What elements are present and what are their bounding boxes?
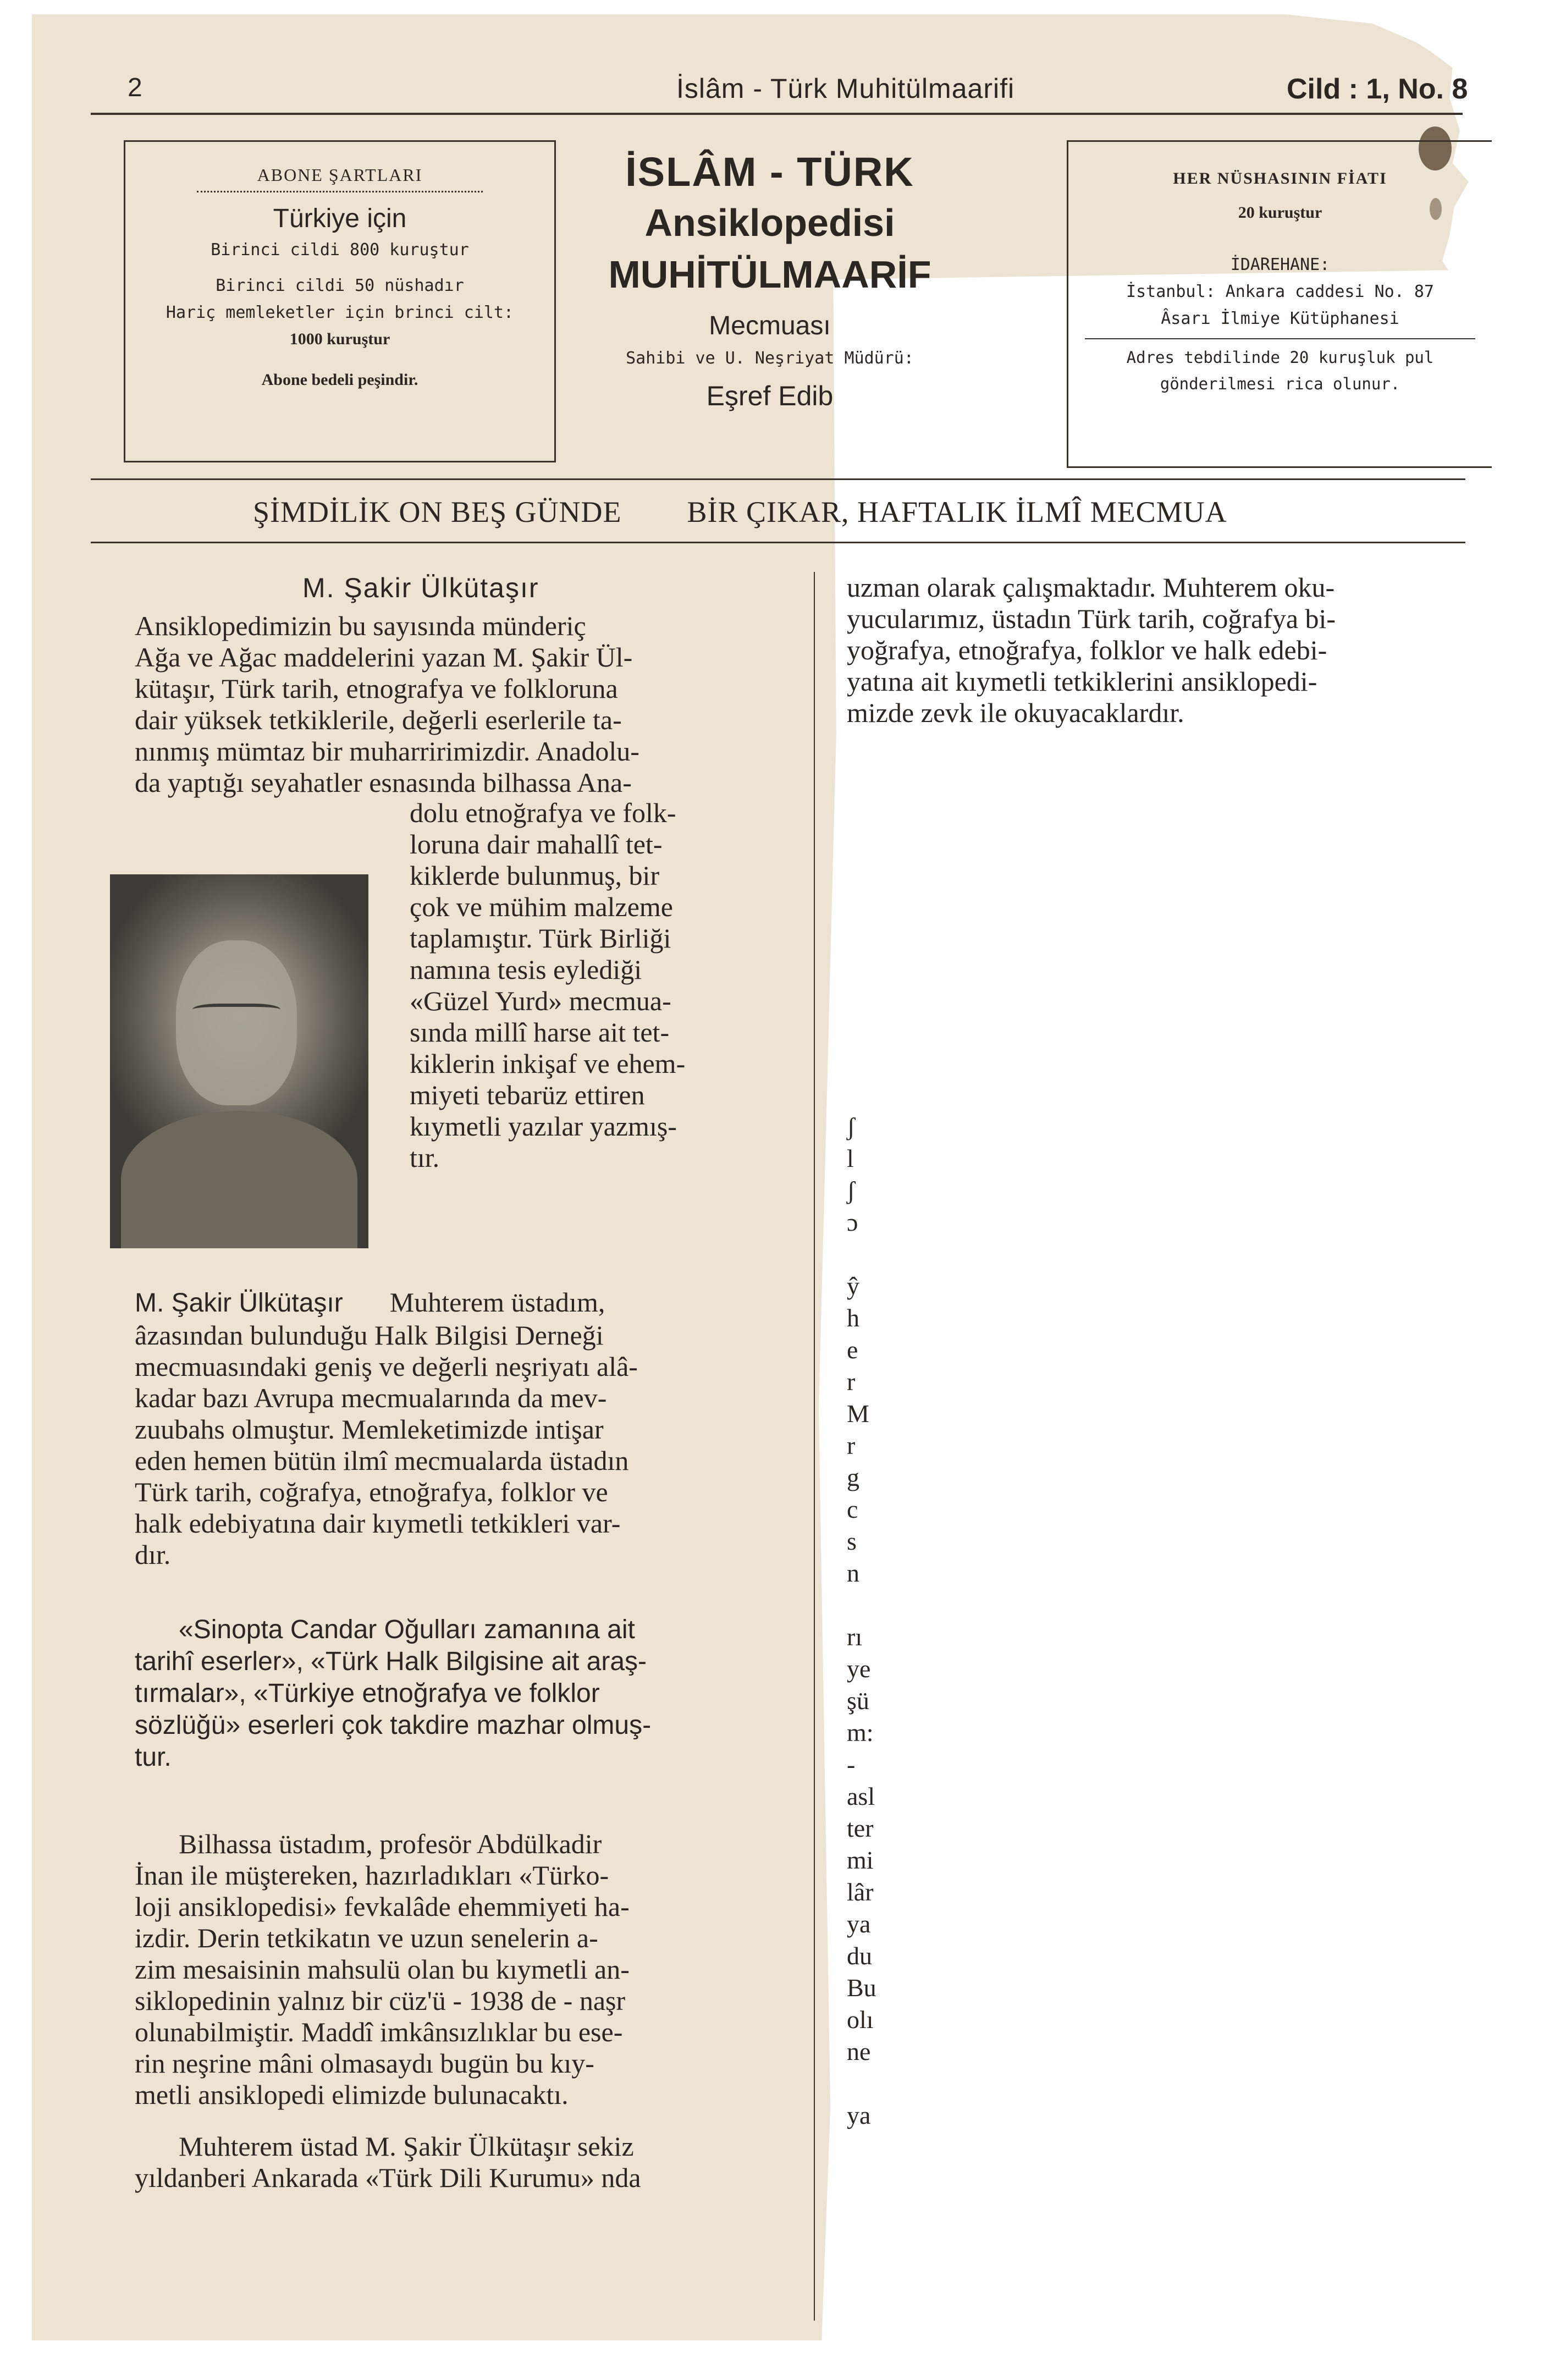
text-line: tırmalar», «Türkiye etnoğrafya ve folklor	[135, 1679, 600, 1708]
caption-row	[135, 1287, 784, 1319]
office-name: Âsarı İlmiye Kütüphanesi	[1161, 309, 1399, 328]
left-column-intro	[135, 610, 784, 798]
text-line: taplamıştır. Türk Birliği	[410, 923, 671, 954]
article-heading: M. Şakir Ülkütaşır	[302, 572, 539, 603]
text-line: miyeti tebarüz ettiren	[410, 1079, 645, 1110]
torn-fragment: r	[847, 1431, 856, 1459]
left-column-p1-rest	[135, 1320, 784, 1571]
text-line: namına tesis eylediği	[410, 954, 642, 985]
text-line: Muhterem üstad M. Şakir Ülkütaşır sekiz	[179, 2131, 634, 2162]
price-box	[1067, 140, 1492, 468]
subscription-for-turkey: Türkiye için	[273, 204, 407, 233]
masthead	[577, 148, 962, 412]
price-box-divider	[1085, 338, 1475, 339]
torn-fragment: ʃ	[847, 1176, 856, 1204]
dotted-divider	[197, 191, 483, 192]
text-line: uzman olarak çalışmaktadır. Muhterem oku-	[847, 572, 1335, 603]
office-address: İstanbul: Ankara caddesi No. 87	[1126, 282, 1434, 301]
text-line: yucularımız, üstadın Türk tarih, coğrafya bi-	[847, 603, 1336, 634]
left-column-p2	[135, 1614, 784, 1773]
torn-fragment: -	[847, 1750, 856, 1778]
torn-fragment: ʃ	[847, 1112, 856, 1141]
text-line: olunabilmiştir. Maddî imkânsızlıklar bu ese-	[135, 2017, 623, 2047]
running-title: İslâm - Türk Muhitülmaarifi	[676, 73, 1015, 104]
text-line: kıymetli yazılar yazmış-	[410, 1111, 677, 1142]
torn-fragment: M	[847, 1400, 869, 1428]
photo-caption: M. Şakir Ülkütaşır	[135, 1288, 343, 1318]
torn-fragment: m:	[847, 1718, 874, 1747]
torn-fragment: rı	[847, 1623, 863, 1651]
text-line: tır.	[410, 1142, 440, 1173]
torn-fragment: ter	[847, 1814, 874, 1842]
office-label: İDAREHANE:	[1230, 255, 1330, 274]
subscription-title: ABONE ŞARTLARI	[257, 165, 423, 185]
text-line: loruna dair mahallî tet-	[410, 829, 663, 860]
volume-number: Cild : 1, No. 8	[1287, 73, 1468, 105]
torn-fragment: asl	[847, 1782, 875, 1810]
photo-glasses	[192, 1004, 280, 1023]
text-line: Türk tarih, coğrafya, etnoğrafya, folklor ve	[135, 1477, 608, 1507]
torn-fragment: du	[847, 1942, 872, 1970]
page-number: 2	[128, 73, 142, 102]
address-change-note-1: Adres tebdilinde 20 kuruşluk pul	[1126, 348, 1434, 367]
text-line: siklopedinin yalnız bir cüz'ü - 1938 de - naşr	[135, 1985, 626, 2016]
torn-fragment: Bu	[847, 1974, 876, 2002]
torn-fragment: olı	[847, 2006, 874, 2034]
text-line: izdir. Derin tetkikatın ve uzun senelerin a-	[135, 1922, 598, 1953]
torn-fragment: ŷ	[847, 1272, 859, 1300]
masthead-subtitle: Mecmuası	[709, 311, 831, 340]
torn-fragment: ya	[847, 2101, 871, 2129]
text-line: dolu etnoğrafya ve folk-	[410, 797, 676, 828]
text-line: tur.	[135, 1743, 172, 1772]
subscription-line-1: Birinci cildi 800 kuruştur	[211, 240, 469, 260]
text-line: tarihî eserler», «Türk Halk Bilgisine ait araş-	[135, 1647, 647, 1676]
text-line: Ansiklopedimizin bu sayısında münderiç	[135, 610, 586, 641]
subscription-box	[124, 140, 556, 462]
address-change-note-2: gönderilmesi rica olunur.	[1160, 374, 1400, 393]
subscription-line-3: Hariç memleketler için brinci cilt:	[166, 303, 514, 322]
left-column-p3	[135, 1828, 784, 2111]
text-line: zuubahs olmuştur. Memleketimizde intişar	[135, 1414, 604, 1445]
torn-fragment: c	[847, 1495, 858, 1523]
text-line: İnan ile müştereken, hazırladıkları «Türko-	[135, 1860, 609, 1891]
text-line: çok ve mühim malzeme	[410, 891, 674, 922]
text-line: «Sinopta Candar Oğulları zamanına ait	[179, 1615, 635, 1644]
text-line: Muhterem üstadım,	[389, 1287, 605, 1318]
text-line: da yaptığı seyahatler esnasında bilhassa Ana-	[135, 767, 632, 798]
banner-part-2: BİR ÇIKAR, HAFTALIK İLMÎ MECMUA	[687, 495, 1227, 528]
text-line: yıldanberi Ankarada «Türk Dili Kurumu» nda	[135, 2162, 641, 2193]
text-line: «Güzel Yurd» mecmua-	[410, 985, 671, 1016]
torn-fragment: ne	[847, 2037, 871, 2065]
torn-fragment: ye	[847, 1655, 871, 1683]
text-line: Ağa ve Ağac maddelerini yazan M. Şakir Ül-	[135, 642, 633, 673]
torn-fragment: lâr	[847, 1878, 874, 1906]
masthead-publisher-label: Sahibi ve U. Neşriyat Müdürü:	[626, 349, 914, 368]
column-divider	[814, 572, 815, 2321]
torn-column-fragments	[847, 1111, 876, 2131]
masthead-title-2: Ansiklopedisi	[644, 201, 895, 244]
masthead-publisher-name: Eşref Edib	[706, 381, 834, 411]
torn-fragment: şü	[847, 1687, 869, 1715]
torn-fragment: l	[847, 1144, 854, 1172]
text-line: âzasından bulunduğu Halk Bilgisi Derneği	[135, 1320, 604, 1351]
subscription-line-5: Abone bedeli peşindir.	[261, 371, 418, 389]
text-line: sında millî harse ait tet-	[410, 1017, 670, 1048]
torn-fragment: s	[847, 1527, 857, 1555]
author-photo	[110, 874, 368, 1248]
torn-fragment: e	[847, 1336, 858, 1364]
price-value: 20 kuruştur	[1238, 203, 1322, 222]
photo-shoulders	[121, 1111, 357, 1248]
masthead-title-3: MUHİTÜLMAARİF	[608, 253, 931, 296]
text-line: loji ansiklopedisi» fevkalâde ehemmiyeti ha-	[135, 1891, 630, 1922]
text-line: zim mesaisinin mahsulü olan bu kıymetli an-	[135, 1954, 630, 1985]
header-rule	[91, 113, 1463, 115]
text-line: sözlüğü» eserleri çok takdire mazhar olmuş-	[135, 1711, 652, 1740]
banner-bottom-rule	[91, 542, 1465, 543]
text-line: mecmuasındaki geniş ve değerli neşriyatı alâ-	[135, 1351, 638, 1382]
subscription-line-4: 1000 kuruştur	[289, 330, 390, 348]
text-line: Bilhassa üstadım, profesör Abdülkadir	[179, 1828, 602, 1859]
frequency-banner	[253, 495, 1227, 529]
torn-fragment: ya	[847, 1910, 871, 1938]
torn-fragment: ɔ	[847, 1208, 858, 1236]
text-line: kiklerin inkişaf ve ehem-	[410, 1048, 686, 1079]
text-line: metli ansiklopedi elimizde bulunacaktı.	[135, 2079, 569, 2110]
banner-top-rule	[91, 478, 1465, 480]
text-line: rin neşrine mâni olmasaydı bugün bu kıy-	[135, 2048, 594, 2079]
torn-fragment: g	[847, 1463, 859, 1491]
text-line: mizde zevk ile okuyacaklardır.	[847, 697, 1184, 728]
torn-fragment: r	[847, 1368, 856, 1396]
left-column-wrap	[410, 797, 784, 1174]
torn-fragment: mi	[847, 1846, 874, 1874]
text-line: nınmış mümtaz bir muharririmizdir. Anadolu-	[135, 736, 639, 767]
left-column-p4	[135, 2131, 784, 2194]
text-line: halk edebiyatına dair kıymetli tetkikleri var-	[135, 1508, 621, 1539]
right-column	[847, 572, 1479, 729]
text-line: dair yüksek tetkiklerile, değerli eserlerile ta-	[135, 704, 622, 735]
price-title: HER NÜSHASININ FİATI	[1173, 169, 1387, 188]
torn-fragment: h	[847, 1304, 859, 1332]
masthead-title-1: İSLÂM - TÜRK	[625, 149, 914, 195]
text-line: kütaşır, Türk tarih, etnografya ve folkloruna	[135, 673, 618, 704]
torn-fragment: n	[847, 1559, 859, 1587]
text-line: yoğrafya, etnoğrafya, folklor ve halk edebi-	[847, 635, 1327, 665]
text-line: kiklerde bulunmuş, bir	[410, 860, 660, 891]
text-line: yatına ait kıymetli tetkiklerini ansiklopedi-	[847, 666, 1317, 697]
text-line: kadar bazı Avrupa mecmualarında da mev-	[135, 1382, 607, 1413]
text-line: dır.	[135, 1539, 171, 1570]
subscription-line-2: Birinci cildi 50 nüshadır	[216, 276, 464, 295]
text-line: eden hemen bütün ilmî mecmualarda üstadın	[135, 1445, 629, 1476]
banner-part-1: ŞİMDİLİK ON BEŞ GÜNDE	[253, 495, 622, 528]
